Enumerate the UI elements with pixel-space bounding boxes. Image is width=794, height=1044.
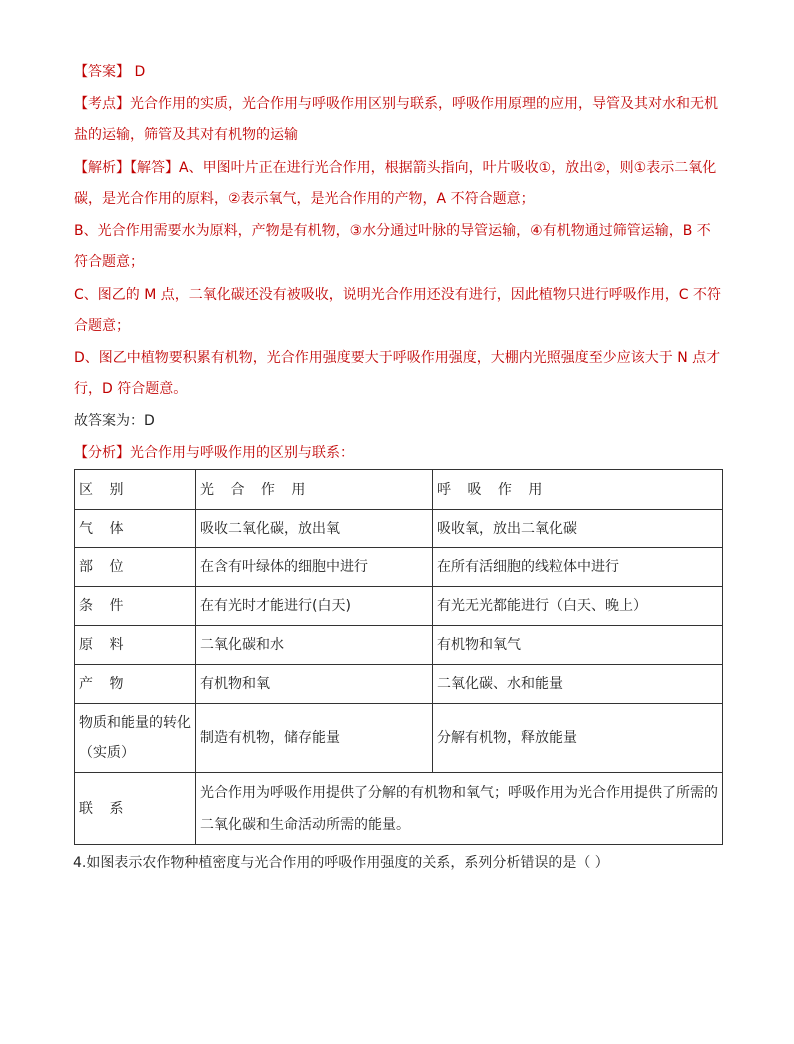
table-cell: 有光无光都能进行（白天、晚上） [433, 587, 723, 626]
table-row [75, 548, 723, 587]
link-text-cell [196, 773, 723, 845]
jiexi-line-c2: 合题意； [74, 318, 130, 334]
jiexi-line-d2: 行，D 符合题意。 [74, 381, 188, 397]
table-row [75, 626, 723, 665]
table-cell: 制造有机物，储存能量 [196, 704, 433, 773]
table-cell: 部 位 [75, 548, 196, 587]
table-cell: 有机物和氧 [196, 665, 433, 704]
fenxi-label: 【分析】 [74, 445, 130, 461]
table-header-cell: 光 合 作 用 [196, 470, 433, 510]
jiexi-a-text-1: A、甲图叶片正在进行光合作用，根据箭头指向，叶片吸收①，放出②，则①表示二氧化 [179, 160, 717, 176]
comparison-table [74, 469, 723, 845]
jiexi-line-b1: B、光合作用需要水为原料，产物是有机物，③水分通过叶脉的导管运输，④有机物通过筛管运输，B 不 [74, 223, 711, 239]
jiexi-line-b2: 符合题意； [74, 254, 144, 270]
jiexi-line-a1 [74, 158, 734, 178]
table-header-cell: 区 别 [75, 470, 196, 510]
jiexi-label: 【解析】【解答】 [74, 160, 179, 176]
table-cell: 在所有活细胞的线粒体中进行 [433, 548, 723, 587]
table-cell: 吸收二氧化碳，放出氧 [196, 510, 433, 548]
table-row [75, 665, 723, 704]
table-cell: 条 件 [75, 587, 196, 626]
table-cell: 二氧化碳、水和能量 [433, 665, 723, 704]
answer-value: D [130, 64, 146, 80]
question-4: 4.如图表示农作物种植密度与光合作用的呼吸作用强度的关系，系列分析错误的是（ ） [73, 855, 609, 871]
conclusion-line: 故答案为：D [74, 413, 155, 429]
essence-label-cell [75, 704, 196, 773]
answer-line [74, 62, 734, 82]
table-row [75, 587, 723, 626]
table-cell: 气 体 [75, 510, 196, 548]
table-cell: 产 物 [75, 665, 196, 704]
link-text-line-2: 二氧化碳和生命活动所需的能量。 [200, 816, 410, 833]
fenxi-line [74, 443, 734, 463]
table-row-link [75, 773, 723, 845]
table-cell: 分解有机物，释放能量 [433, 704, 723, 773]
table-cell: 在含有叶绿体的细胞中进行 [196, 548, 433, 587]
table-cell: 在有光时才能进行(白天) [196, 587, 433, 626]
table-cell: 原 料 [75, 626, 196, 665]
essence-label-line-1: 物质和能量的转化 [79, 715, 191, 731]
table-header-row [75, 470, 723, 510]
jiexi-line-a2: 碳，是光合作用的原料，②表示氧气，是光合作用的产物，A 不符合题意； [74, 191, 535, 207]
kaodian-text-1: 光合作用的实质，光合作用与呼吸作用区别与联系，呼吸作用原理的应用，导管及其对水和无机 [130, 96, 718, 112]
table-cell: 有机物和氧气 [433, 626, 723, 665]
link-text-line-1: 光合作用为呼吸作用提供了分解的有机物和氧气；呼吸作用为光合作用提供了所需的 [200, 784, 718, 801]
kaodian-line-1 [74, 94, 734, 114]
jiexi-line-c1: C、图乙的 M 点，二氧化碳还没有被吸收，说明光合作用还没有进行，因此植物只进行呼吸作用，C 不符 [74, 287, 721, 303]
fenxi-text: 光合作用与呼吸作用的区别与联系： [130, 445, 354, 461]
table-header-cell: 呼 吸 作 用 [433, 470, 723, 510]
kaodian-line-2: 盐的运输，筛管及其对有机物的运输 [74, 127, 298, 143]
essence-label-line-2: （实质） [79, 745, 135, 761]
kaodian-label: 【考点】 [74, 96, 130, 112]
link-label-cell: 联 系 [75, 773, 196, 845]
table-cell: 二氧化碳和水 [196, 626, 433, 665]
table-row [75, 510, 723, 548]
table-cell: 吸收氧，放出二氧化碳 [433, 510, 723, 548]
answer-label: 【答案】 [74, 64, 130, 80]
jiexi-line-d1: D、图乙中植物要积累有机物，光合作用强度要大于呼吸作用强度，大棚内光照强度至少应该大于 N 点才 [74, 350, 721, 366]
table-row-essence [75, 704, 723, 773]
